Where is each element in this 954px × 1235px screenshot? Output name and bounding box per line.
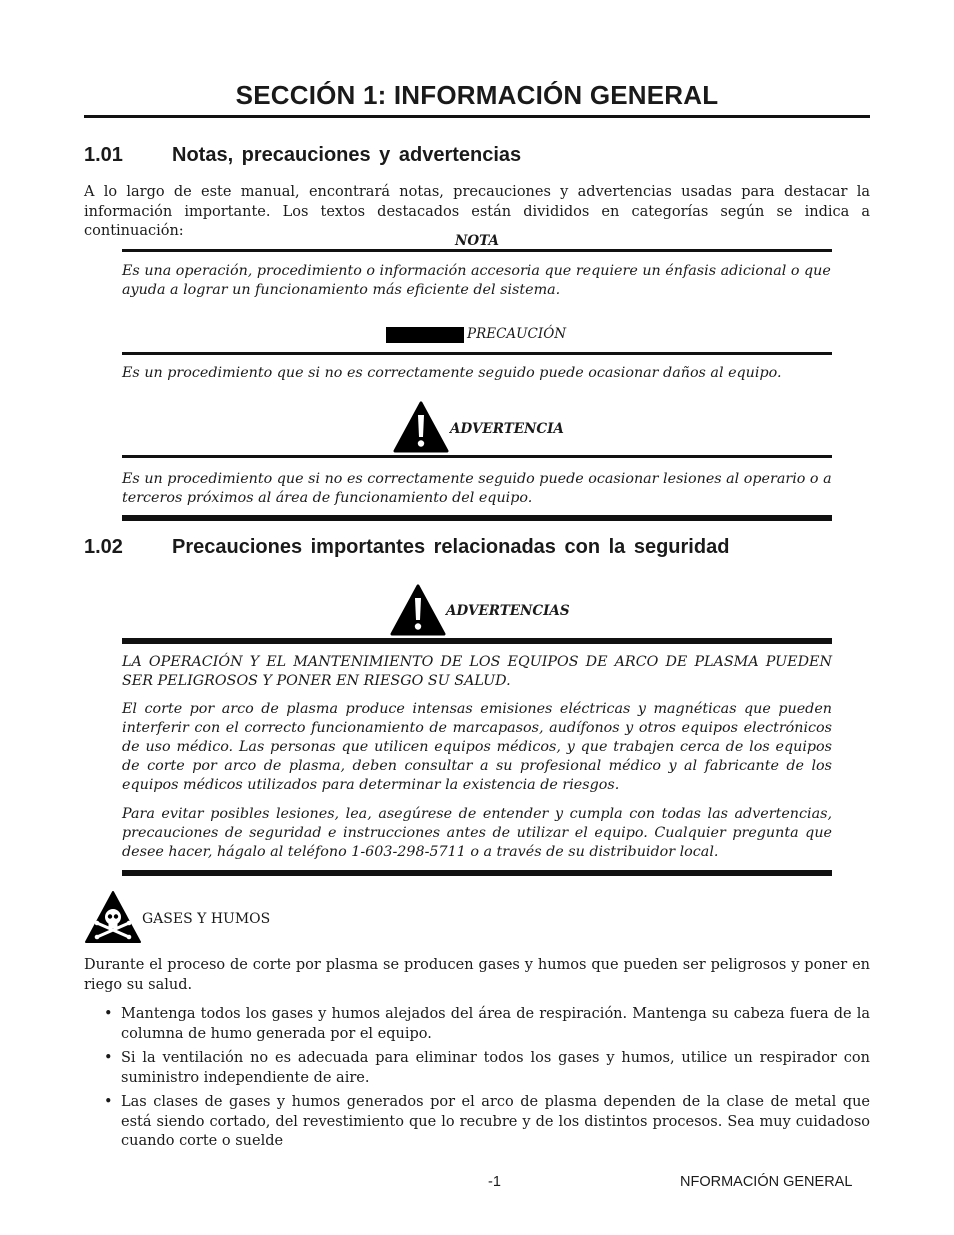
precaucion-label: PRECAUCIÓN — [467, 326, 567, 342]
advertencia-label: ADVERTENCIA — [450, 421, 564, 437]
advertencias-para-1: LA OPERACIÓN Y EL MANTENIMIENTO DE LOS EQUIPOS DE ARCO DE PLASMA PUEDEN SER PELIGROSOS Y PONER EN RIESGO SU SALUD. — [122, 654, 832, 689]
footer-section-name: NFORMACIÓN GENERAL — [680, 1174, 853, 1190]
advertencias-para-2: El corte por arco de plasma produce intensas emisiones eléctricas y magnéticas que pueden interferir con el correcto funcionamiento de marcapasos, audífonos y otros equipos electrónicos de uso médico. Las personas que utilicen equipos médicos, y que trabajen cerca de los equipos de corte por arco de plasma, deben consultar a su profesional médico y al fabricante de los equipos médicos utilizados para determinar la existencia de riesgos. — [122, 701, 832, 793]
advertencias-bottom-rule — [122, 870, 832, 876]
caution-bar-icon — [386, 327, 464, 343]
advertencias-rule — [122, 638, 832, 644]
page-title: SECCIÓN 1: INFORMACIÓN GENERAL — [235, 80, 719, 110]
nota-rule — [122, 249, 832, 252]
list-item: • Si la ventilación no es adecuada para eliminar todos los gases y humos, utilice un respirador con suministro independiente de aire. — [104, 1050, 870, 1086]
section-101-intro: A lo largo de este manual, encontrará notas, precauciones y advertencias usadas para destacar la información importante. Los textos destacados están divididos en categorías según se indica a continuación: — [84, 184, 870, 239]
advertencias-para-3: Para evitar posibles lesiones, lea, asegúrese de entender y cumpla con todas las advertencias, precauciones de seguridad e instrucciones antes de utilizar el equipo. Cualquier pregunta que desee hacer, hágalo al teléfono 1-603-298-5711 o a través de su distribuidor local. — [122, 806, 832, 860]
section-101-number: 1.01 — [84, 144, 123, 166]
advertencia-bottom-rule — [122, 515, 832, 521]
advertencia-text: Es un procedimiento que si no es correctamente seguido puede ocasionar lesiones al operario o a terceros próximos al área de funcionamiento del equipo. — [122, 471, 832, 506]
advertencia-rule — [122, 455, 832, 458]
bullet-dot: • — [104, 1006, 113, 1022]
gases-bullet-list — [84, 1005, 870, 1157]
list-item: • Mantenga todos los gases y humos alejados del área de respiración. Mantenga su cabeza fuera de la columna de humo generada por el equipo. — [104, 1006, 870, 1042]
precaucion-text: Es un procedimiento que si no es correctamente seguido puede ocasionar daños al equipo. — [122, 365, 782, 381]
section-101-title: Notas, precauciones y advertencias — [172, 144, 522, 166]
warning-triangle-icon — [393, 401, 449, 453]
precaucion-rule — [122, 352, 832, 355]
nota-label: NOTA — [455, 233, 499, 249]
list-item: • Las clases de gases y humos generados por el arco de plasma dependen de la clase de metal que está siendo cortado, del revestimiento que lo recubre y de los distintos procesos. Sea muy cuidadoso cuando corte o suelde — [104, 1094, 870, 1149]
bullet-dot: • — [104, 1094, 113, 1110]
skull-crossbones-icon — [84, 890, 142, 944]
bullet-dot: • — [104, 1050, 113, 1066]
nota-text: Es una operación, procedimiento o información accesoria que requiere un énfasis adicional o que ayuda a lograr un funcionamiento más eficiente del sistema. — [122, 263, 831, 298]
footer-page-number: -1 — [488, 1174, 501, 1190]
advertencias-label: ADVERTENCIAS — [446, 603, 570, 619]
gases-label: GASES Y HUMOS — [142, 911, 271, 927]
section-102-title: Precauciones importantes relacionadas con la seguridad — [172, 536, 730, 558]
title-rule — [84, 115, 870, 118]
section-102-number: 1.02 — [84, 536, 123, 558]
gases-intro: Durante el proceso de corte por plasma se producen gases y humos que pueden ser peligrosos y poner en riego su salud. — [84, 957, 870, 993]
warning-triangle-icon — [390, 584, 446, 636]
